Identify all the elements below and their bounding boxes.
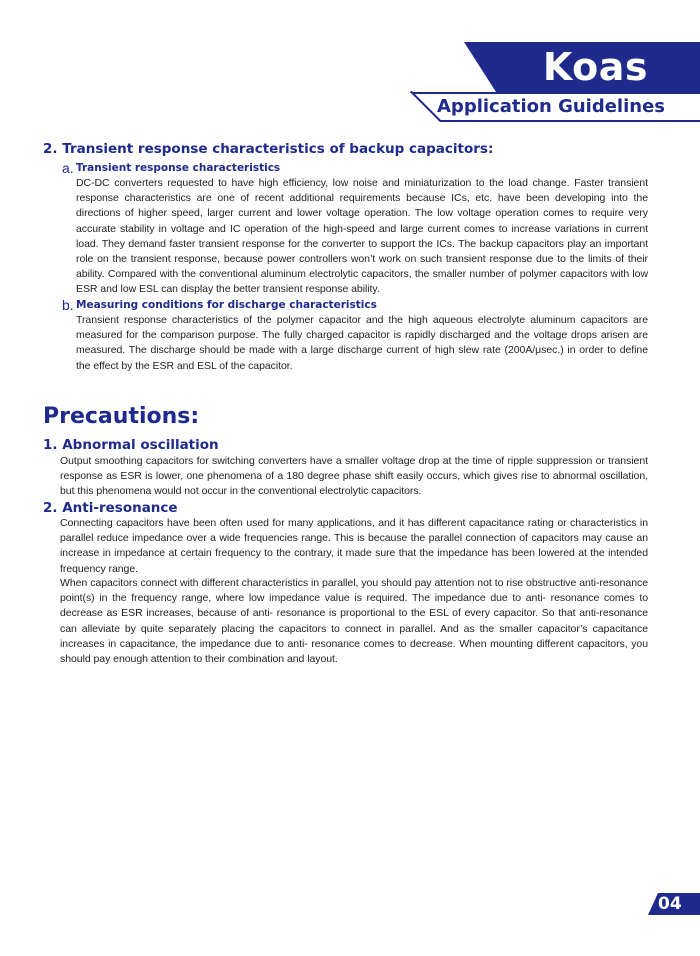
section-heading-transient: 2. Transient response characteristics of backup capacitors: (43, 141, 494, 157)
subsection-a-title: Transient response characteristics (76, 162, 281, 174)
subsection-a-marker: a. (62, 160, 74, 176)
subsection-b-marker: b. (62, 297, 74, 313)
subsection-b-title: Measuring conditions for discharge characteristics (76, 299, 377, 311)
brand-logo: Koas (542, 45, 648, 89)
precaution-2-body-2: When capacitors connect with different characteristics in parallel, you should pay attention not to rise obstructive anti-resonance point(s) in the frequency range, where low impedance value is required. The impedance due to anti- resonance comes to decrease as ESR increases, because of anti- resonance is proportional to the ESL of every capacitor. So that anti-resonance can alleviate by quite separately placing the capacitors to connect in parallel. And as the smaller capacitor’s capacitance increases in capacitance, the impedance due to anti- resonance comes to decrease. When mounting different capacitors, you should pay enough attention to their combination and layout. (60, 577, 648, 666)
precaution-2-heading: 2. Anti-resonance (43, 500, 178, 516)
precaution-1-body: Output smoothing capacitors for switching converters have a smaller voltage drop at the time of ripple suppression or transient response as ESR is lower, one phenomena of a 180 degree phase shift easily occurs, which gives rise to abnormal oscillation, but this phenomena would not occur in the conventional electrolytic capacitors. (60, 455, 648, 498)
precautions-title: Precautions: (43, 404, 200, 429)
precaution-2-body-1: Connecting capacitors have been often used for many applications, and it has different capacitance rating or characteristics in parallel reduce impedance over a wide frequencies range. This is because the parallel connection of capacitors may cause an increase in impedance at certain frequency to the contrary, it made sure that the impedance has been lowered at the intended frequency range. (60, 517, 648, 575)
page-subtitle: Application Guidelines (437, 96, 666, 117)
page-number: 04 (658, 894, 682, 914)
subsection-a-body: DC-DC converters requested to have high efficiency, low noise and miniaturization to the load change. Faster transient response characteristics are one of recent additional requirements because ICs, etc. have been developing into the directions of higher speed, larger current and lower voltage operation. The low voltage operation comes to require very accurate stability in voltage and IC operation of the high-speed and large current comes to increase variations in current load. They demand faster transient response for the converter to support the ICs. The backup capacitors play an important role on the transient response, because power controllers won’t work on such transient response due to the limits of their ability. Compared with the conventional aluminum electrolytic capacitors, the smaller number of polymer capacitors with low ESR and low ESL can display the better transient response ability. (76, 177, 648, 296)
precaution-1-heading: 1. Abnormal oscillation (43, 437, 219, 453)
subsection-b-body: Transient response characteristics of the polymer capacitor and the high aqueous electrolyte aluminum capacitors are measured for the comparison purpose. The fully charged capacitor is rapidly discharged and the voltage drops arisen are measured. The discharge should be made with a large discharge current of high slew rate (200A/μsec.) in order to define the effect by the ESR and ESL of the capacitor. (76, 314, 648, 372)
